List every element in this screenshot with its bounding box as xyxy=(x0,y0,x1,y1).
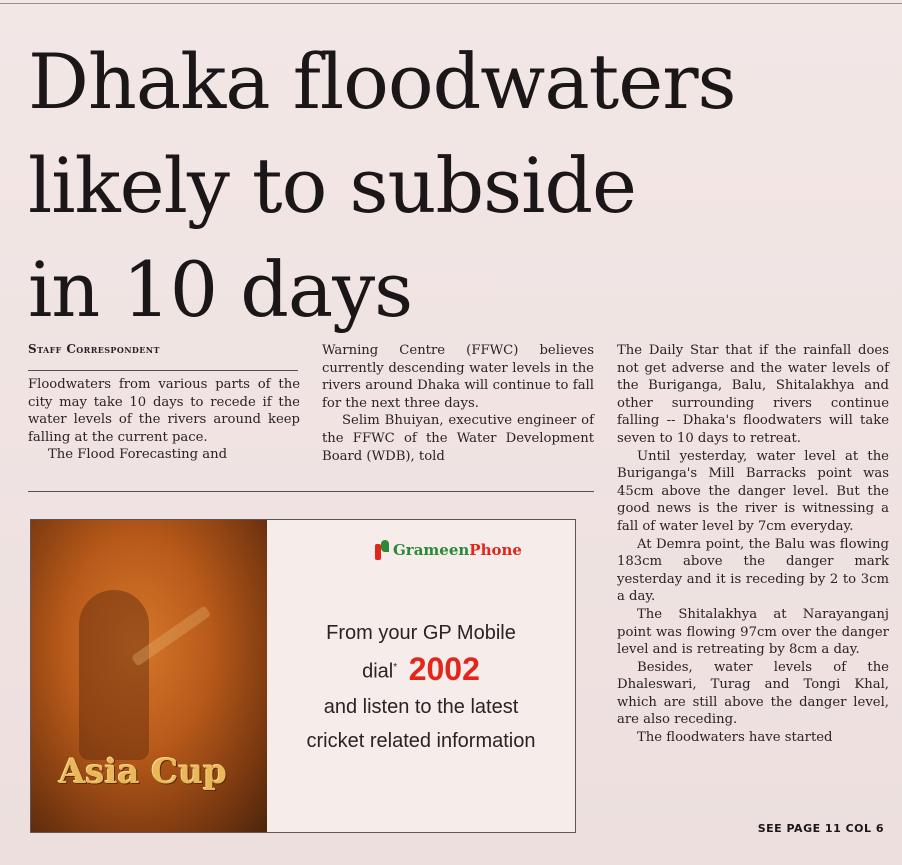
brand-name-part-2: Phone xyxy=(469,541,522,559)
ad-line-1: From your GP Mobile xyxy=(326,622,516,644)
brand-name xyxy=(393,541,522,559)
article-column-2 xyxy=(322,342,594,465)
paragraph: The floodwaters have started xyxy=(637,730,833,746)
headline-line-1: Dhaka floodwaters xyxy=(28,37,736,126)
paragraph: Besides, water levels of the Dhaleswari, Turag and Tongi Khal, which are still above the danger level, are also receding. xyxy=(617,659,889,728)
paragraph: Warning Centre (FFWC) believes currently descending water levels in the rivers around Dhaka will continue to fall for the next three days. xyxy=(322,343,594,411)
headline xyxy=(28,30,888,342)
continuation-note: SEE PAGE 11 COL 6 xyxy=(757,822,884,835)
column-divider-rule xyxy=(28,491,594,492)
dial-label: dial xyxy=(362,660,394,683)
cricketer-silhouette xyxy=(79,590,149,760)
asia-cup-logo-text: Asia Cup xyxy=(59,752,227,792)
grameenphone-advertisement xyxy=(30,519,576,833)
paragraph: At Demra point, the Balu was flowing 183cm above the danger mark yesterday and it is receding by 2 to 3cm a day. xyxy=(617,536,889,605)
article-column-1 xyxy=(28,376,300,464)
paragraph: Floodwaters from various parts of the city may take 10 days to recede if the water levels of the rivers around keep falling at the current pace. xyxy=(28,377,300,445)
headline-line-3: in 10 days xyxy=(28,245,413,334)
article-column-3 xyxy=(617,342,889,747)
grameenphone-logo xyxy=(375,540,522,560)
paragraph: Selim Bhuiyan, executive engineer of the FFWC of the Water Development Board (WDB), told xyxy=(322,413,594,464)
dial-number: 2002 xyxy=(408,650,480,687)
cricket-photo xyxy=(31,520,267,832)
byline: Staff Correspondent xyxy=(28,342,298,371)
ad-line-4: cricket related information xyxy=(306,729,536,752)
brand-name-part-1: Grameen xyxy=(393,541,470,559)
headline-line-2: likely to subside xyxy=(28,141,637,230)
grameenphone-logo-icon xyxy=(375,540,389,560)
dial-row xyxy=(267,648,575,692)
dial-asterisk: * xyxy=(393,662,398,673)
ad-line-3: and listen to the latest xyxy=(323,695,519,718)
paragraph: The Flood Forecasting and xyxy=(48,447,228,463)
ad-copy xyxy=(267,620,575,754)
paragraph: The Daily Star that if the rainfall does not get adverse and the water levels of the Buriganga, Balu, Shitalakhya and other surrounding rivers continue falling -- Dhaka's floodwaters will take seven to 10 days to retreat. xyxy=(617,343,889,446)
paragraph: Until yesterday, water level at the Buriganga's Mill Barracks point was 45cm above the danger level. But the good news is the river is witnessing a fall of water level by 7cm everyday. xyxy=(617,448,889,534)
paragraph: The Shitalakhya at Narayanganj point was flowing 97cm over the danger level and is retreating by 8cm a day. xyxy=(617,606,889,658)
top-rule xyxy=(0,3,902,4)
